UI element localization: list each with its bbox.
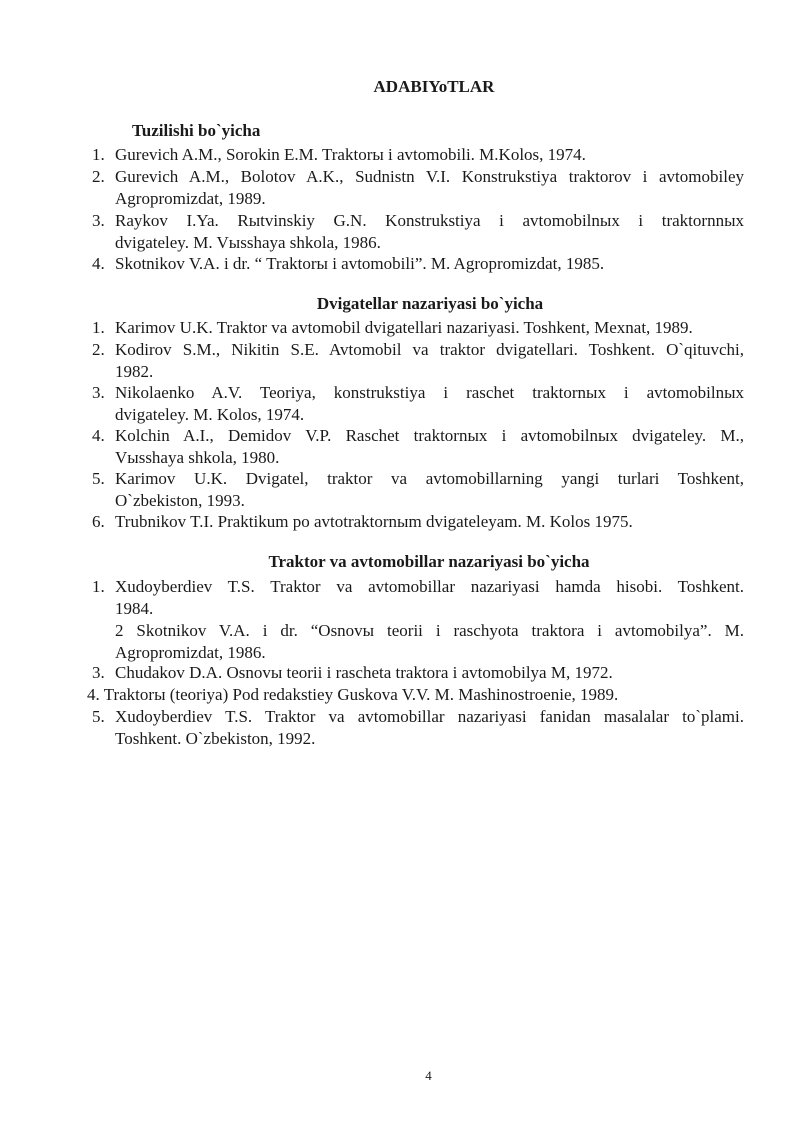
item-text: dvigateley. M. Kolos, 1974. bbox=[115, 405, 305, 424]
item-text: Karimov U.K. Dvigatel, traktor va avtomobillarning yangi turlari Toshkent, bbox=[115, 469, 744, 488]
item-text: 1982. bbox=[115, 362, 154, 381]
item-text: Gurevich A.M., Sorokin E.M. Traktorы i avtomobili. M.Kolos, 1974. bbox=[115, 145, 586, 164]
item-number: 3. bbox=[92, 663, 105, 682]
item-text: Chudakov D.A. Osnovы teorii i rascheta traktora i avtomobilya M, 1972. bbox=[115, 663, 613, 682]
item-text: Agropromizdat, 1989. bbox=[115, 189, 266, 208]
item-number: 1. bbox=[92, 318, 105, 337]
item-text: Kolchin A.I., Demidov V.P. Raschet traktornыx i avtomobilnыx dvigateley. M., bbox=[115, 426, 744, 445]
item-number: 5. bbox=[92, 707, 105, 726]
item-text: 2 Skotnikov V.A. i dr. “Osnovы teorii i raschyota traktora i avtomobilya”. M. bbox=[115, 621, 744, 640]
item-text: Nikolaenko A.V. Teoriya, konstrukstiya i raschet traktornыx i avtomobilnыx bbox=[115, 383, 744, 402]
item-text: Skotnikov V.A. i dr. “ Traktorы i avtomobili”. M. Agropromizdat, 1985. bbox=[115, 254, 605, 273]
item-number: 5. bbox=[92, 469, 105, 488]
item-number: 2. bbox=[92, 167, 105, 186]
item-text: Gurevich A.M., Bolotov A.K., Sudnistn V.I. Konstrukstiya traktorov i avtomobiley bbox=[115, 167, 744, 186]
item-text: Raykov I.Ya. Rыtvinskiy G.N. Konstrukstiya i avtomobilnыx i traktornnыx bbox=[115, 211, 744, 230]
page-title: ADABIYoTLAR bbox=[373, 77, 495, 96]
item-number: 1. bbox=[92, 577, 105, 596]
page-number: 4 bbox=[425, 1068, 432, 1083]
item-number: 3. bbox=[92, 211, 105, 230]
section-heading-engines: Dvigatellar nazariyasi bo`yicha bbox=[316, 294, 544, 313]
item-text: Trubnikov T.I. Praktikum po avtotraktornыm dvigateleyam. M. Kolos 1975. bbox=[115, 512, 633, 531]
item-text: Karimov U.K. Traktor va avtomobil dvigatellari nazariyasi. Toshkent, Mexnat, 1989. bbox=[115, 318, 693, 337]
item-text: Xudoyberdiev T.S. Traktor va avtomobillar nazariyasi hamda hisobi. Toshkent. bbox=[115, 577, 744, 596]
item-text: Toshkent. O`zbekiston, 1992. bbox=[115, 729, 316, 748]
section-heading-construction: Tuzilishi bo`yicha bbox=[132, 121, 261, 140]
item-text: Kodirov S.M., Nikitin S.E. Avtomobil va traktor dvigatellari. Toshkent. O`qituvchi, bbox=[115, 340, 744, 359]
item-text: 4. Traktorы (teoriya) Pod redakstiey Guskova V.V. M. Mashinostroenie, 1989. bbox=[87, 685, 619, 704]
item-text: Agropromizdat, 1986. bbox=[115, 643, 266, 662]
item-number: 1. bbox=[92, 145, 105, 164]
item-text: 1984. bbox=[115, 599, 154, 618]
section-heading-theory: Traktor va avtomobillar nazariyasi bo`yicha bbox=[268, 552, 590, 571]
item-text: Vыsshaya shkola, 1980. bbox=[115, 448, 280, 467]
item-number: 3. bbox=[92, 383, 105, 402]
item-number: 6. bbox=[92, 512, 105, 531]
item-text: Xudoyberdiev T.S. Traktor va avtomobillar nazariyasi fanidan masalalar to`plami. bbox=[115, 707, 744, 726]
item-number: 4. bbox=[92, 426, 105, 445]
item-text: O`zbekiston, 1993. bbox=[115, 491, 245, 510]
item-number: 2. bbox=[92, 340, 105, 359]
item-text: dvigateley. M. Vыsshaya shkola, 1986. bbox=[115, 233, 381, 252]
item-number: 4. bbox=[92, 254, 105, 273]
